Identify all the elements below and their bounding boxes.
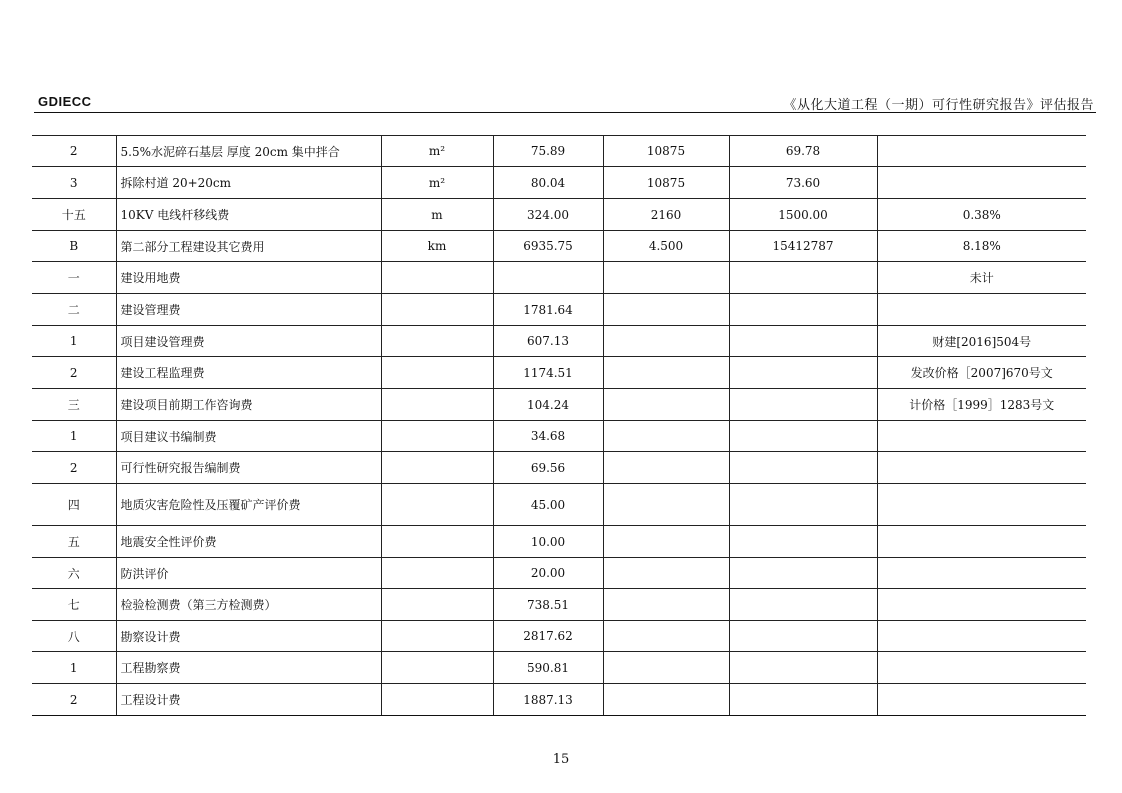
quantity-cell: 34.68 — [493, 421, 603, 452]
note-cell — [877, 589, 1086, 621]
note-cell — [877, 526, 1086, 558]
table-row — [32, 484, 1086, 526]
header-rule — [34, 112, 1096, 113]
row-number: 1 — [32, 652, 116, 684]
amount-cell: 15412787 — [729, 231, 877, 262]
table-row — [32, 621, 1086, 652]
header-report-title: 《从化大道工程（一期）可行性研究报告》评估报告 — [783, 98, 1094, 113]
item-name: 地质灾害危险性及压覆矿产评价费 — [116, 484, 381, 526]
unit-price-cell — [603, 452, 729, 484]
unit-cell — [381, 589, 493, 621]
amount-cell — [729, 484, 877, 526]
table-row — [32, 326, 1086, 357]
item-name: 拆除村道 20+20cm — [116, 167, 381, 199]
unit-cell — [381, 262, 493, 294]
unit-cell — [381, 294, 493, 326]
table-row — [32, 558, 1086, 589]
unit-price-cell: 4.500 — [603, 231, 729, 262]
item-name: 第二部分工程建设其它费用 — [116, 231, 381, 262]
amount-cell — [729, 589, 877, 621]
amount-cell — [729, 389, 877, 421]
quantity-cell: 590.81 — [493, 652, 603, 684]
row-number: 2 — [32, 452, 116, 484]
amount-cell — [729, 326, 877, 357]
quantity-cell: 324.00 — [493, 199, 603, 231]
quantity-cell: 20.00 — [493, 558, 603, 589]
amount-cell — [729, 452, 877, 484]
page-number: 15 — [552, 752, 570, 767]
note-cell: 8.18% — [877, 231, 1086, 262]
item-name: 建设管理费 — [116, 294, 381, 326]
table-row — [32, 136, 1086, 167]
note-cell — [877, 294, 1086, 326]
quantity-cell: 738.51 — [493, 589, 603, 621]
cost-table — [32, 135, 1086, 716]
unit-cell — [381, 452, 493, 484]
row-number: 五 — [32, 526, 116, 558]
amount-cell — [729, 558, 877, 589]
unit-cell — [381, 484, 493, 526]
amount-cell — [729, 262, 877, 294]
item-name: 工程勘察费 — [116, 652, 381, 684]
quantity-cell: 10.00 — [493, 526, 603, 558]
unit-cell — [381, 652, 493, 684]
table-row — [32, 199, 1086, 231]
quantity-cell — [493, 262, 603, 294]
unit-price-cell — [603, 652, 729, 684]
item-name: 项目建议书编制费 — [116, 421, 381, 452]
quantity-cell: 6935.75 — [493, 231, 603, 262]
amount-cell: 1500.00 — [729, 199, 877, 231]
table-row — [32, 526, 1086, 558]
row-number: 1 — [32, 421, 116, 452]
quantity-cell: 80.04 — [493, 167, 603, 199]
item-name: 建设项目前期工作咨询费 — [116, 389, 381, 421]
table-row — [32, 357, 1086, 389]
amount-cell — [729, 621, 877, 652]
table-row — [32, 684, 1086, 716]
item-name: 工程设计费 — [116, 684, 381, 716]
table-row — [32, 262, 1086, 294]
note-cell — [877, 684, 1086, 716]
quantity-cell: 45.00 — [493, 484, 603, 526]
table-row — [32, 294, 1086, 326]
amount-cell: 73.60 — [729, 167, 877, 199]
quantity-cell: 1174.51 — [493, 357, 603, 389]
row-number: 2 — [32, 684, 116, 716]
row-number: 1 — [32, 326, 116, 357]
quantity-cell: 1781.64 — [493, 294, 603, 326]
unit-price-cell — [603, 684, 729, 716]
item-name: 10KV 电线杆移线费 — [116, 199, 381, 231]
note-cell: 计价格［1999］1283号文 — [877, 389, 1086, 421]
item-name: 5.5%水泥碎石基层 厚度 20cm 集中拌合 — [116, 136, 381, 167]
amount-cell — [729, 421, 877, 452]
row-number: 3 — [32, 167, 116, 199]
row-number: 2 — [32, 136, 116, 167]
table-row — [32, 452, 1086, 484]
amount-cell — [729, 357, 877, 389]
note-cell — [877, 421, 1086, 452]
note-cell: 未计 — [877, 262, 1086, 294]
unit-price-cell — [603, 526, 729, 558]
table-row — [32, 389, 1086, 421]
unit-price-cell — [603, 421, 729, 452]
unit-price-cell — [603, 262, 729, 294]
amount-cell — [729, 652, 877, 684]
unit-cell — [381, 684, 493, 716]
unit-price-cell — [603, 558, 729, 589]
unit-price-cell: 2160 — [603, 199, 729, 231]
unit-cell — [381, 558, 493, 589]
table-row — [32, 421, 1086, 452]
row-number: 二 — [32, 294, 116, 326]
amount-cell — [729, 526, 877, 558]
row-number: 2 — [32, 357, 116, 389]
item-name: 检验检测费（第三方检测费） — [116, 589, 381, 621]
table-row — [32, 589, 1086, 621]
quantity-cell: 75.89 — [493, 136, 603, 167]
table-row — [32, 231, 1086, 262]
note-cell — [877, 558, 1086, 589]
quantity-cell: 104.24 — [493, 389, 603, 421]
item-name: 地震安全性评价费 — [116, 526, 381, 558]
unit-price-cell — [603, 589, 729, 621]
unit-cell — [381, 357, 493, 389]
unit-price-cell — [603, 389, 729, 421]
header-org: GDIECC — [38, 94, 92, 109]
note-cell: 0.38% — [877, 199, 1086, 231]
item-name: 建设用地费 — [116, 262, 381, 294]
note-cell: 发改价格［2007]670号文 — [877, 357, 1086, 389]
note-cell: 财建[2016]504号 — [877, 326, 1086, 357]
note-cell — [877, 452, 1086, 484]
unit-cell: m² — [381, 136, 493, 167]
unit-price-cell — [603, 357, 729, 389]
row-number: B — [32, 231, 116, 262]
amount-cell: 69.78 — [729, 136, 877, 167]
row-number: 十五 — [32, 199, 116, 231]
amount-cell — [729, 294, 877, 326]
unit-price-cell — [603, 294, 729, 326]
row-number: 六 — [32, 558, 116, 589]
unit-cell — [381, 421, 493, 452]
table-row — [32, 652, 1086, 684]
item-name: 勘察设计费 — [116, 621, 381, 652]
unit-cell — [381, 326, 493, 357]
quantity-cell: 2817.62 — [493, 621, 603, 652]
item-name: 可行性研究报告编制费 — [116, 452, 381, 484]
quantity-cell: 1887.13 — [493, 684, 603, 716]
row-number: 三 — [32, 389, 116, 421]
row-number: 一 — [32, 262, 116, 294]
item-name: 建设工程监理费 — [116, 357, 381, 389]
quantity-cell: 69.56 — [493, 452, 603, 484]
unit-price-cell — [603, 484, 729, 526]
note-cell — [877, 484, 1086, 526]
row-number: 八 — [32, 621, 116, 652]
quantity-cell: 607.13 — [493, 326, 603, 357]
unit-price-cell: 10875 — [603, 136, 729, 167]
note-cell — [877, 621, 1086, 652]
table-row — [32, 167, 1086, 199]
row-number: 四 — [32, 484, 116, 526]
unit-cell: m — [381, 199, 493, 231]
unit-price-cell — [603, 621, 729, 652]
unit-price-cell: 10875 — [603, 167, 729, 199]
item-name: 防洪评价 — [116, 558, 381, 589]
unit-cell — [381, 621, 493, 652]
item-name: 项目建设管理费 — [116, 326, 381, 357]
table-body — [32, 136, 1086, 716]
note-cell — [877, 652, 1086, 684]
note-cell — [877, 167, 1086, 199]
unit-cell — [381, 526, 493, 558]
unit-cell: km — [381, 231, 493, 262]
unit-price-cell — [603, 326, 729, 357]
note-cell — [877, 136, 1086, 167]
amount-cell — [729, 684, 877, 716]
unit-cell: m² — [381, 167, 493, 199]
unit-cell — [381, 389, 493, 421]
row-number: 七 — [32, 589, 116, 621]
